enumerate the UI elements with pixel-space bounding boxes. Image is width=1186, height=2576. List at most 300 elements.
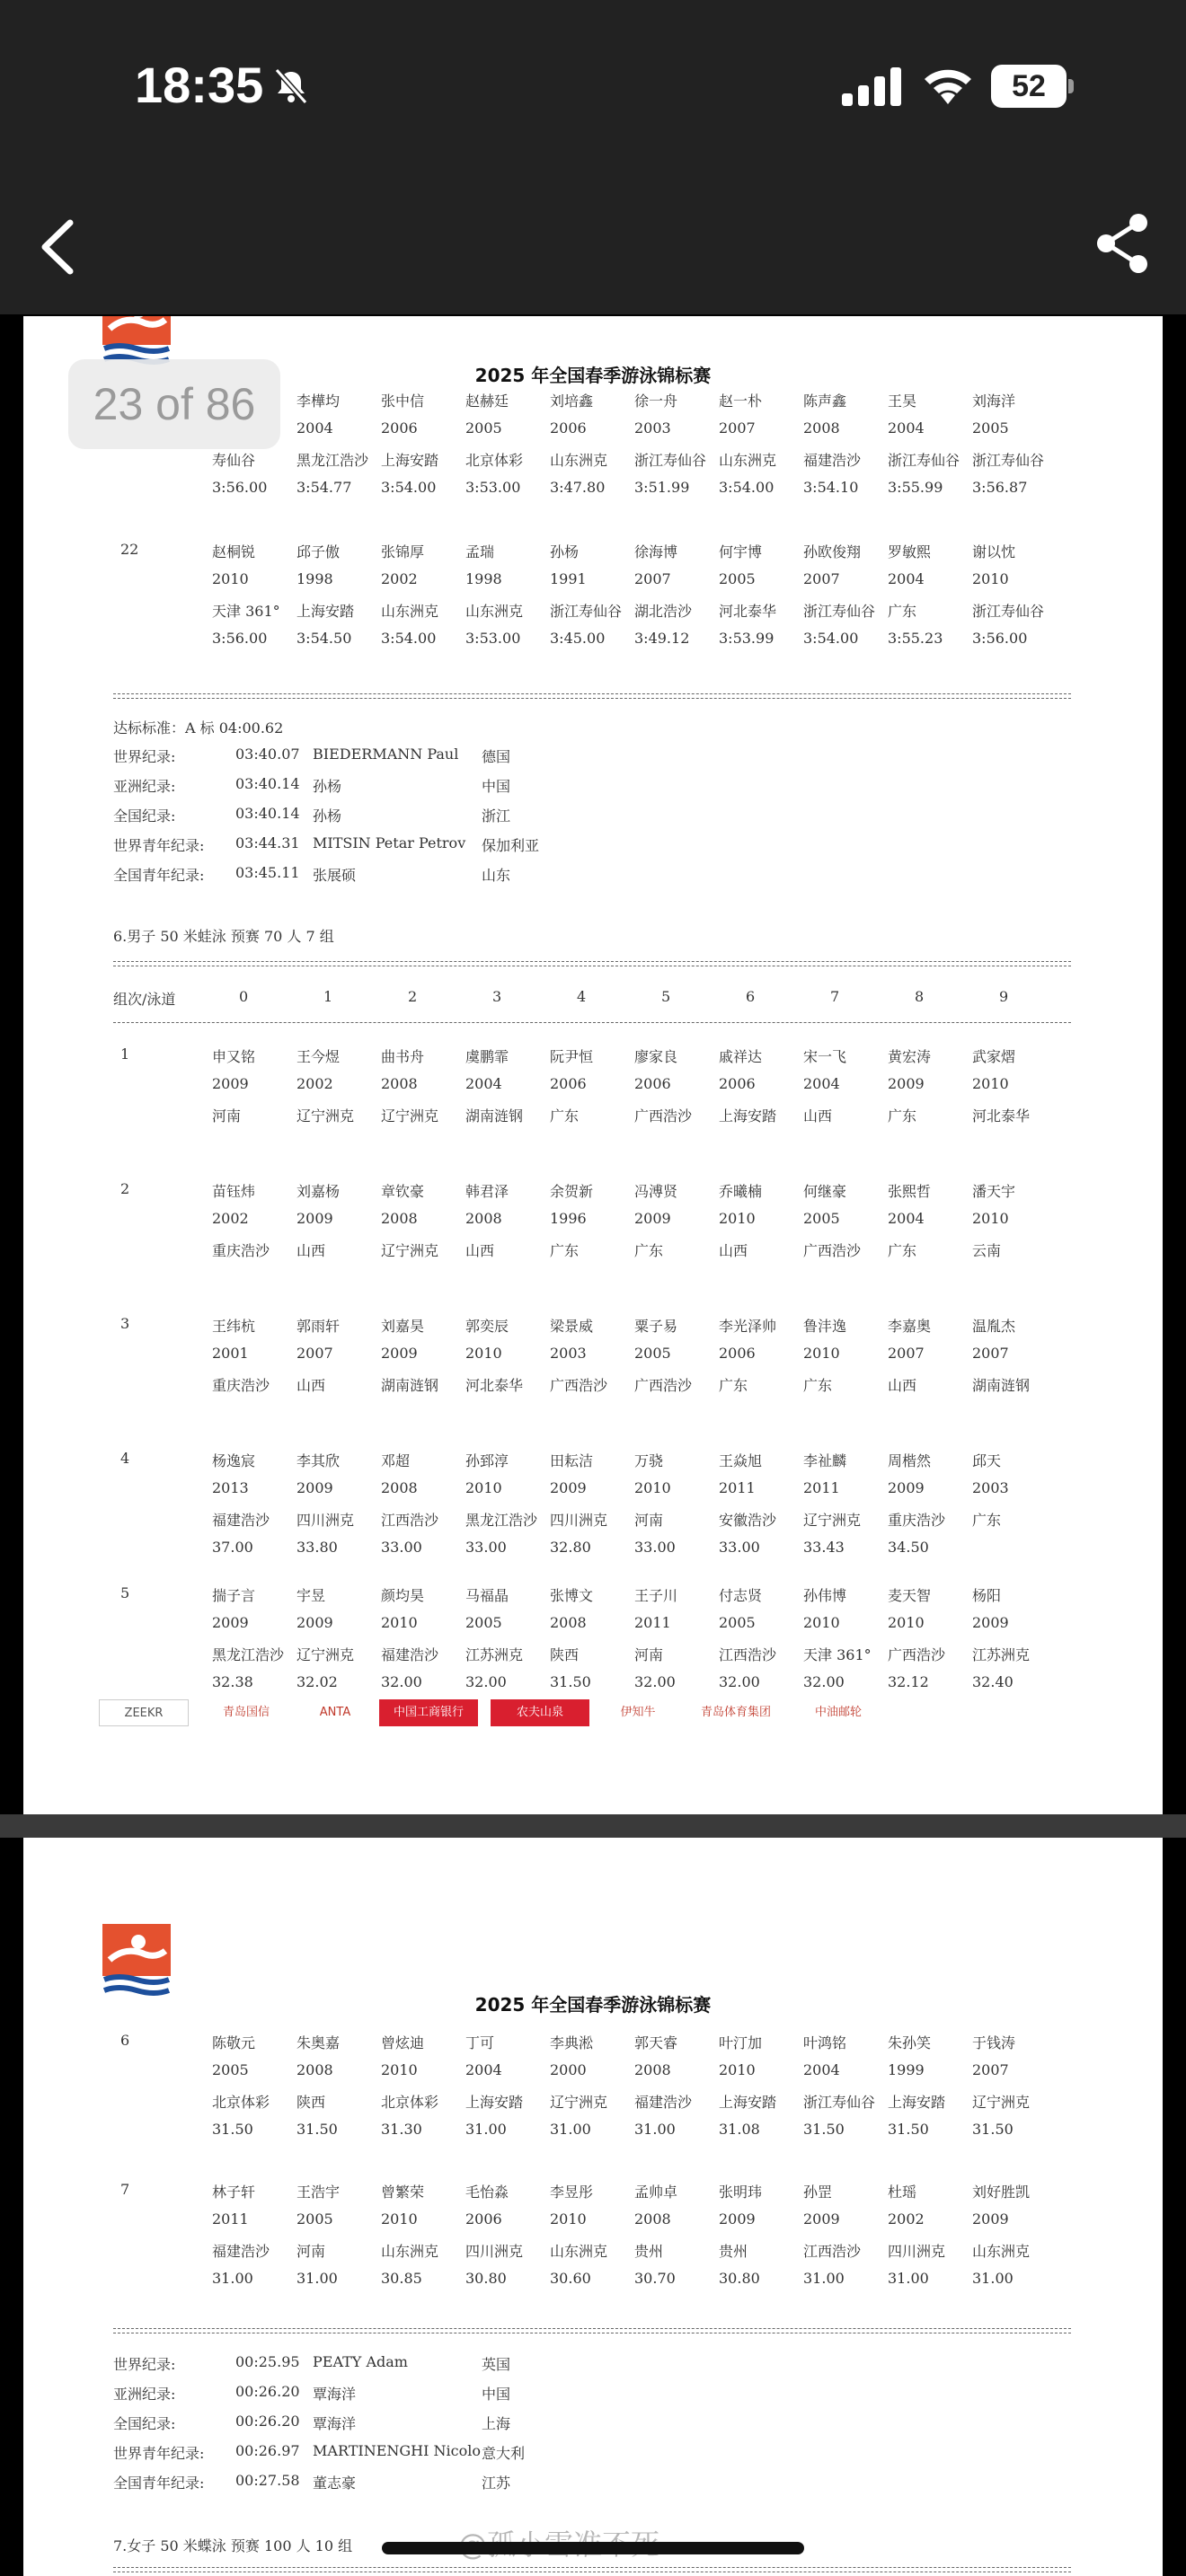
record-holder: PEATY Adam <box>313 2353 408 2370</box>
swimmer-year: 2009 <box>296 1479 333 1496</box>
swimmer-name: 李光泽帅 <box>719 1318 777 1335</box>
swimmer-team: 黑龙江浩沙 <box>465 1512 538 1529</box>
swimmer-name: 曾炫迪 <box>381 2034 425 2051</box>
record-place: 浙江 <box>482 807 511 825</box>
swimmer-team: 江西浩沙 <box>719 1646 777 1663</box>
column-header-lane: 0 <box>239 988 249 1005</box>
record-label: 世界纪录: <box>113 748 176 765</box>
cellular-signal-icon <box>840 66 905 106</box>
swimmer-year: 2008 <box>803 419 840 437</box>
swimmer-time: 31.30 <box>381 2121 422 2138</box>
swimmer-name: 张熙哲 <box>888 1183 932 1200</box>
swimmer-name: 麦天智 <box>888 1587 932 1604</box>
swimmer-name: 孟帅卓 <box>634 2183 678 2201</box>
swimmer-team: 上海安踏 <box>465 2094 524 2111</box>
swimmer-time: 3:56.00 <box>972 630 1028 647</box>
record-time: 03:40.14 <box>235 775 300 792</box>
swimmer-year: 2009 <box>381 1345 418 1362</box>
column-header-lane: 9 <box>999 988 1009 1005</box>
wifi-icon <box>921 63 975 108</box>
heat-number: 1 <box>120 1045 130 1063</box>
swimmer-time: 3:54.00 <box>803 630 859 647</box>
swimmer-name: 杨阳 <box>972 1587 1002 1604</box>
swimmer-team: 山西 <box>719 1242 748 1259</box>
divider <box>113 2567 1071 2572</box>
swimmer-year: 2009 <box>803 2210 840 2228</box>
swimmer-team: 浙江寿仙谷 <box>972 603 1045 620</box>
status-time: 18:35 <box>135 57 264 113</box>
divider <box>113 2328 1071 2333</box>
swimmer-year: 2007 <box>972 2061 1009 2078</box>
swimmer-name: 陈声鑫 <box>803 393 847 410</box>
heat-number: 7 <box>120 2181 130 2198</box>
swimmer-team: 北京体彩 <box>381 2094 439 2111</box>
swimmer-year: 2006 <box>550 1075 587 1092</box>
swimmer-team: 湖南涟钢 <box>465 1107 524 1125</box>
swimmer-name: 邱天 <box>972 1452 1002 1469</box>
swimmer-time: 33.43 <box>803 1539 845 1556</box>
swimmer-team: 湖南涟钢 <box>381 1377 439 1394</box>
sponsor-logo: 中油邮轮 <box>798 1699 879 1726</box>
swimmer-team: 贵州 <box>634 2243 664 2260</box>
swimmer-year: 2011 <box>719 1479 756 1496</box>
swimmer-name: 李昱彤 <box>550 2183 594 2201</box>
swimmer-time: 31.00 <box>888 2270 929 2287</box>
swimmer-name: 温胤杰 <box>972 1318 1016 1335</box>
swimmer-year: 2002 <box>212 1210 249 1227</box>
swimmer-name: 张中信 <box>381 393 425 410</box>
swimmer-team: 广东 <box>972 1512 1002 1529</box>
swimmer-name: 何宇博 <box>719 543 763 560</box>
record-holder: 董志豪 <box>313 2475 357 2492</box>
swimmer-name: 颜均昊 <box>381 1587 425 1604</box>
page-gap <box>0 1814 1186 1838</box>
swimmer-year: 2009 <box>634 1210 671 1227</box>
swimmer-time: 3:54.00 <box>381 479 437 496</box>
swimmer-team: 辽宁洲克 <box>381 1107 439 1125</box>
swimmer-year: 2005 <box>719 570 756 587</box>
swimmer-year: 2007 <box>634 570 671 587</box>
swimmer-year: 2009 <box>212 1075 249 1092</box>
sponsor-logo: 伊知牛 <box>602 1699 674 1726</box>
record-place: 中国 <box>482 778 511 795</box>
home-indicator[interactable] <box>382 2542 804 2554</box>
swimmer-time: 3:54.77 <box>296 479 352 496</box>
record-label: 亚洲纪录: <box>113 778 176 795</box>
swimmer-time: 3:54.50 <box>296 630 352 647</box>
swimmer-year: 2002 <box>296 1075 333 1092</box>
swimmer-team: 陕西 <box>296 2094 326 2111</box>
swimmer-time: 3:53.00 <box>465 630 521 647</box>
swimmer-team: 四川洲克 <box>550 1512 608 1529</box>
swimmer-team: 天津 361° <box>803 1646 872 1663</box>
swimmer-name: 刘培鑫 <box>550 393 594 410</box>
swimmer-time: 3:49.12 <box>634 630 690 647</box>
swimmer-name: 乔曦楠 <box>719 1183 763 1200</box>
swimmer-name: 李典淞 <box>550 2034 594 2051</box>
bell-muted-icon <box>271 66 311 106</box>
swimmer-team: 广东 <box>719 1377 748 1394</box>
divider <box>113 961 1071 966</box>
swimmer-team: 河北泰华 <box>972 1107 1031 1125</box>
record-holder: MITSIN Petar Petrov <box>313 834 466 851</box>
swimmer-name: 李嘉奥 <box>888 1318 932 1335</box>
swimmer-year: 2008 <box>381 1479 418 1496</box>
swimmer-name: 徐海博 <box>634 543 678 560</box>
swimmer-team: 山东洲克 <box>465 603 524 620</box>
column-header-lane: 4 <box>577 988 587 1005</box>
swimmer-name: 赵一朴 <box>719 393 763 410</box>
swimmer-year: 2009 <box>719 2210 756 2228</box>
swimmer-team: 河南 <box>634 1646 664 1663</box>
swimmer-year: 2010 <box>888 1614 925 1631</box>
swimmer-team: 湖北浩沙 <box>634 603 693 620</box>
swimmer-year: 2006 <box>634 1075 671 1092</box>
swimmer-team: 山东洲克 <box>719 452 777 469</box>
swimmer-year: 2010 <box>972 1075 1009 1092</box>
swimmer-year: 2008 <box>465 1210 502 1227</box>
record-place: 江苏 <box>482 2475 511 2492</box>
swimmer-time: 31.50 <box>550 1673 591 1690</box>
swimmer-year: 2009 <box>212 1614 249 1631</box>
swimmer-time: 31.00 <box>634 2121 676 2138</box>
swimmer-name: 赵赫廷 <box>465 393 509 410</box>
swimmer-year: 2005 <box>465 1614 502 1631</box>
swimmer-year: 2008 <box>634 2210 671 2228</box>
record-time: 00:26.20 <box>235 2383 300 2400</box>
divider <box>113 1022 1071 1023</box>
heat-number: 22 <box>120 541 139 558</box>
swimmer-name: 田耘洁 <box>550 1452 594 1469</box>
swimmer-time: 33.00 <box>634 1539 676 1556</box>
swimmer-team: 上海安踏 <box>381 452 439 469</box>
swimmer-name: 马福晶 <box>465 1587 509 1604</box>
swimmer-time: 3:53.99 <box>719 630 774 647</box>
swimmer-name: 揣子言 <box>212 1587 256 1604</box>
sponsor-logo: ANTA <box>304 1699 367 1726</box>
swimmer-name: 李其欣 <box>296 1452 341 1469</box>
swimmer-name: 章钦豪 <box>381 1183 425 1200</box>
swimmer-name: 李樺均 <box>296 393 341 410</box>
swimmer-name: 李祉麟 <box>803 1452 847 1469</box>
swimmer-team: 河北泰华 <box>719 603 777 620</box>
record-label: 亚洲纪录: <box>113 2386 176 2403</box>
heat-number: 3 <box>120 1315 130 1332</box>
swimmer-team: 福建浩沙 <box>212 2243 270 2260</box>
column-header-lane: 7 <box>830 988 840 1005</box>
swimmer-name: 叶汀加 <box>719 2034 763 2051</box>
swimmer-year: 2009 <box>972 2210 1009 2228</box>
swimmer-time: 31.50 <box>972 2121 1013 2138</box>
swimmer-time: 3:55.23 <box>888 630 943 647</box>
swimmer-time: 33.00 <box>381 1539 422 1556</box>
record-label: 世界青年纪录: <box>113 2445 205 2462</box>
column-header-lane: 3 <box>492 988 502 1005</box>
heat-number: 5 <box>120 1584 130 1601</box>
record-label: 世界青年纪录: <box>113 837 205 854</box>
swimmer-year: 2009 <box>296 1210 333 1227</box>
swimmer-year: 2007 <box>972 1345 1009 1362</box>
swimmer-time: 3:54.00 <box>719 479 774 496</box>
swimmer-year: 2009 <box>550 1479 587 1496</box>
swimmer-team: 陕西 <box>550 1646 580 1663</box>
swimmer-team: 广西浩沙 <box>634 1377 693 1394</box>
swimmer-name: 孙罡 <box>803 2183 833 2201</box>
back-chevron-icon[interactable] <box>36 216 81 278</box>
swimmer-year: 2008 <box>381 1210 418 1227</box>
swimmer-team: 广东 <box>803 1377 833 1394</box>
swimmer-year: 2005 <box>212 2061 249 2078</box>
record-time: 03:45.11 <box>235 864 300 881</box>
record-place: 山东 <box>482 867 511 884</box>
swimmer-team: 江西浩沙 <box>803 2243 862 2260</box>
swimmer-name: 阮尹恒 <box>550 1048 594 1065</box>
swimmer-team: 辽宁洲克 <box>803 1512 862 1529</box>
swimmer-time: 33.00 <box>719 1539 760 1556</box>
record-place: 保加利亚 <box>482 837 540 854</box>
swimmer-year: 2006 <box>381 419 418 437</box>
heat-number: 6 <box>120 2032 130 2049</box>
swimmer-time: 30.85 <box>381 2270 422 2287</box>
swimmer-team: 山西 <box>296 1377 326 1394</box>
swimmer-name: 王昊 <box>888 393 917 410</box>
swimmer-team: 河南 <box>634 1512 664 1529</box>
record-holder: BIEDERMANN Paul <box>313 745 459 763</box>
column-header-lane: 2 <box>408 988 418 1005</box>
sponsor-logo: 青岛国信 <box>201 1699 291 1726</box>
sponsor-logo: 中国工商银行 <box>379 1699 478 1726</box>
swimmer-team: 北京体彩 <box>212 2094 270 2111</box>
column-header-heat-lane: 组次/泳道 <box>113 991 176 1008</box>
swimmer-year: 2004 <box>888 419 925 437</box>
swimmer-year: 2004 <box>465 1075 502 1092</box>
swimmer-year: 2010 <box>212 570 249 587</box>
swimmer-year: 2007 <box>719 419 756 437</box>
swimmer-year: 2008 <box>634 2061 671 2078</box>
swimmer-team: 贵州 <box>719 2243 748 2260</box>
swimmer-name: 王浩宇 <box>296 2183 341 2201</box>
swimmer-name: 曲书舟 <box>381 1048 425 1065</box>
swimmer-team: 山西 <box>888 1377 917 1394</box>
swimmer-time: 31.50 <box>212 2121 253 2138</box>
heat-number: 4 <box>120 1450 130 1467</box>
swimmer-name: 刘好胜凯 <box>972 2183 1031 2201</box>
swimmer-year: 2010 <box>719 1210 756 1227</box>
swimmer-year: 2010 <box>381 2210 418 2228</box>
record-place: 上海 <box>482 2415 511 2432</box>
record-time: 00:27.58 <box>235 2472 300 2489</box>
swimmer-name: 孙郅淳 <box>465 1452 509 1469</box>
swimmer-name: 孙伟博 <box>803 1587 847 1604</box>
swimmer-time: 3:54.10 <box>803 479 859 496</box>
swimmer-name: 粟子易 <box>634 1318 678 1335</box>
record-place: 中国 <box>482 2386 511 2403</box>
swimmer-year: 2010 <box>634 1479 671 1496</box>
swimmer-team: 辽宁洲克 <box>381 1242 439 1259</box>
swimmer-year: 2009 <box>296 1614 333 1631</box>
swimmer-team: 广西浩沙 <box>803 1242 862 1259</box>
swimmer-time: 31.00 <box>465 2121 507 2138</box>
swimmer-name: 孙欧俊翔 <box>803 543 862 560</box>
record-holder: MARTINENGHI Nicolo <box>313 2442 481 2459</box>
swimmer-time: 32.00 <box>465 1673 507 1690</box>
swimmer-name: 林子轩 <box>212 2183 256 2201</box>
swimmer-year: 2004 <box>296 419 333 437</box>
swimmer-name: 谢以忱 <box>972 543 1016 560</box>
swimmer-team: 广东 <box>888 1107 917 1125</box>
swimmer-year: 2002 <box>381 570 418 587</box>
swimmer-name: 罗敏熙 <box>888 543 932 560</box>
swimmer-team: 江苏洲克 <box>972 1646 1031 1663</box>
swimmer-time: 31.00 <box>803 2270 845 2287</box>
swimmer-year: 2009 <box>888 1075 925 1092</box>
swimmer-team: 上海安踏 <box>719 1107 777 1125</box>
swimmer-time: 30.80 <box>719 2270 760 2287</box>
swimmer-year: 2003 <box>972 1479 1009 1496</box>
swimmer-time: 31.00 <box>972 2270 1013 2287</box>
swimmer-time: 33.80 <box>296 1539 338 1556</box>
record-holder: 张展硕 <box>313 867 357 884</box>
swimmer-time: 31.50 <box>296 2121 338 2138</box>
swimmer-team: 山东洲克 <box>972 2243 1031 2260</box>
swimmer-time: 37.00 <box>212 1539 253 1556</box>
swimmer-name: 毛怡淼 <box>465 2183 509 2201</box>
swimmer-team: 浙江寿仙谷 <box>803 2094 876 2111</box>
page-counter: 23 of 86 <box>68 359 280 449</box>
swimmer-team: 重庆浩沙 <box>888 1512 946 1529</box>
swimmer-year: 2007 <box>296 1345 333 1362</box>
swimmer-year: 2007 <box>803 570 840 587</box>
swimmer-time: 31.00 <box>212 2270 253 2287</box>
swimmer-team: 浙江寿仙谷 <box>550 603 623 620</box>
swimmer-team: 上海安踏 <box>719 2094 777 2111</box>
swimmer-year: 2008 <box>550 1614 587 1631</box>
swimmer-time: 32.00 <box>719 1673 760 1690</box>
swimmer-team: 上海安踏 <box>888 2094 946 2111</box>
swimmer-year: 2000 <box>550 2061 587 2078</box>
document-title: 2025 年全国春季游泳锦标赛 <box>474 365 712 386</box>
swimmer-team: 福建浩沙 <box>212 1512 270 1529</box>
swimmer-team: 山东洲克 <box>381 603 439 620</box>
swimmer-year: 2004 <box>888 1210 925 1227</box>
swimmer-year: 2009 <box>888 1479 925 1496</box>
swimmer-team: 辽宁洲克 <box>296 1107 355 1125</box>
qualifying-standard: 达标标准：A 标 04:00.62 <box>113 719 284 737</box>
swimmer-team: 广东 <box>550 1242 580 1259</box>
swimmer-team: 辽宁洲克 <box>972 2094 1031 2111</box>
swimmer-team: 辽宁洲克 <box>550 2094 608 2111</box>
document-title: 2025 年全国春季游泳锦标赛 <box>474 1994 712 2016</box>
swimmer-team: 黑龙江浩沙 <box>296 452 369 469</box>
swimmer-year: 2002 <box>888 2210 925 2228</box>
swimmer-team: 广西浩沙 <box>550 1377 608 1394</box>
swimmer-name: 虞鹏霏 <box>465 1048 509 1065</box>
swimmer-year: 2005 <box>634 1345 671 1362</box>
swimmer-time: 32.80 <box>550 1539 591 1556</box>
record-label: 世界纪录: <box>113 2356 176 2373</box>
swimmer-team: 广东 <box>888 603 917 620</box>
swimmer-year: 1998 <box>465 570 502 587</box>
swimmer-time: 31.00 <box>550 2121 591 2138</box>
swimmer-time: 33.00 <box>465 1539 507 1556</box>
swimmer-name: 冯溥贤 <box>634 1183 678 1200</box>
swimmer-name: 苗钰炜 <box>212 1183 256 1200</box>
record-time: 00:25.95 <box>235 2353 300 2370</box>
swimmer-team: 福建浩沙 <box>634 2094 693 2111</box>
swimmer-team: 广西浩沙 <box>888 1646 946 1663</box>
swimmer-team: 重庆浩沙 <box>212 1377 270 1394</box>
swimmer-year: 1991 <box>550 570 587 587</box>
swimmer-time: 31.50 <box>803 2121 845 2138</box>
swimmer-name: 邓超 <box>381 1452 411 1469</box>
swimmer-year: 2006 <box>719 1345 756 1362</box>
record-holder: 孙杨 <box>313 807 342 825</box>
swimmer-time: 30.80 <box>465 2270 507 2287</box>
swimmer-year: 2011 <box>212 2210 249 2228</box>
swimmer-team: 河南 <box>212 1107 242 1125</box>
swimmer-year: 2010 <box>972 1210 1009 1227</box>
column-header-lane: 1 <box>323 988 333 1005</box>
swimmer-team: 山西 <box>465 1242 495 1259</box>
swimmer-team: 湖南涟钢 <box>972 1377 1031 1394</box>
swimmer-time: 3:56.00 <box>212 630 268 647</box>
swimmer-name: 王纬杭 <box>212 1318 256 1335</box>
swimmer-name: 宋一飞 <box>803 1048 847 1065</box>
swimmer-team: 四川洲克 <box>888 2243 946 2260</box>
swimmer-name: 张明玮 <box>719 2183 763 2201</box>
swimmer-name: 孟瑞 <box>465 543 495 560</box>
swimmer-name: 张锦厚 <box>381 543 425 560</box>
swimmer-name: 何继豪 <box>803 1183 847 1200</box>
swimmer-team: 北京体彩 <box>465 452 524 469</box>
sponsor-logo: 农夫山泉 <box>491 1699 589 1726</box>
swimmer-team: 广东 <box>888 1242 917 1259</box>
column-header-lane: 8 <box>915 988 925 1005</box>
swimmer-name: 余贺新 <box>550 1183 594 1200</box>
swimmer-year: 2010 <box>381 2061 418 2078</box>
swimmer-name: 刘嘉昊 <box>381 1318 425 1335</box>
swimmer-name: 武家熠 <box>972 1048 1016 1065</box>
swimmer-year: 2001 <box>212 1345 249 1362</box>
swimmer-name: 刘嘉杨 <box>296 1183 341 1200</box>
swimmer-name: 付志贤 <box>719 1587 763 1604</box>
swimmer-time: 3:54.00 <box>381 630 437 647</box>
swimmer-time: 32.12 <box>888 1673 929 1690</box>
event-heading: 6.男子 50 米蛙泳 预赛 70 人 7 组 <box>113 928 334 945</box>
status-bar <box>0 0 1186 171</box>
swimmer-time: 31.00 <box>296 2270 338 2287</box>
swimmer-year: 2008 <box>381 1075 418 1092</box>
swimmer-time: 3:51.99 <box>634 479 690 496</box>
record-time: 03:40.14 <box>235 805 300 822</box>
swimmer-name: 郭雨轩 <box>296 1318 341 1335</box>
share-icon[interactable] <box>1092 212 1155 275</box>
swimmer-team: 辽宁洲克 <box>296 1646 355 1663</box>
swimmer-name: 郭天睿 <box>634 2034 678 2051</box>
swimmer-year: 2005 <box>465 419 502 437</box>
swimmer-name: 周楷然 <box>888 1452 932 1469</box>
sponsor-logo: ZEEKR <box>99 1699 189 1726</box>
document-page <box>23 1838 1163 2576</box>
swimmer-time: 32.38 <box>212 1673 253 1690</box>
swimmer-year: 2011 <box>803 1479 840 1496</box>
record-label: 全国青年纪录: <box>113 2475 205 2492</box>
swimmer-team: 山东洲克 <box>550 452 608 469</box>
swimmer-name: 万骁 <box>634 1452 664 1469</box>
record-time: 00:26.20 <box>235 2413 300 2430</box>
swimmer-time: 32.02 <box>296 1673 338 1690</box>
swimmer-name: 黄宏涛 <box>888 1048 932 1065</box>
